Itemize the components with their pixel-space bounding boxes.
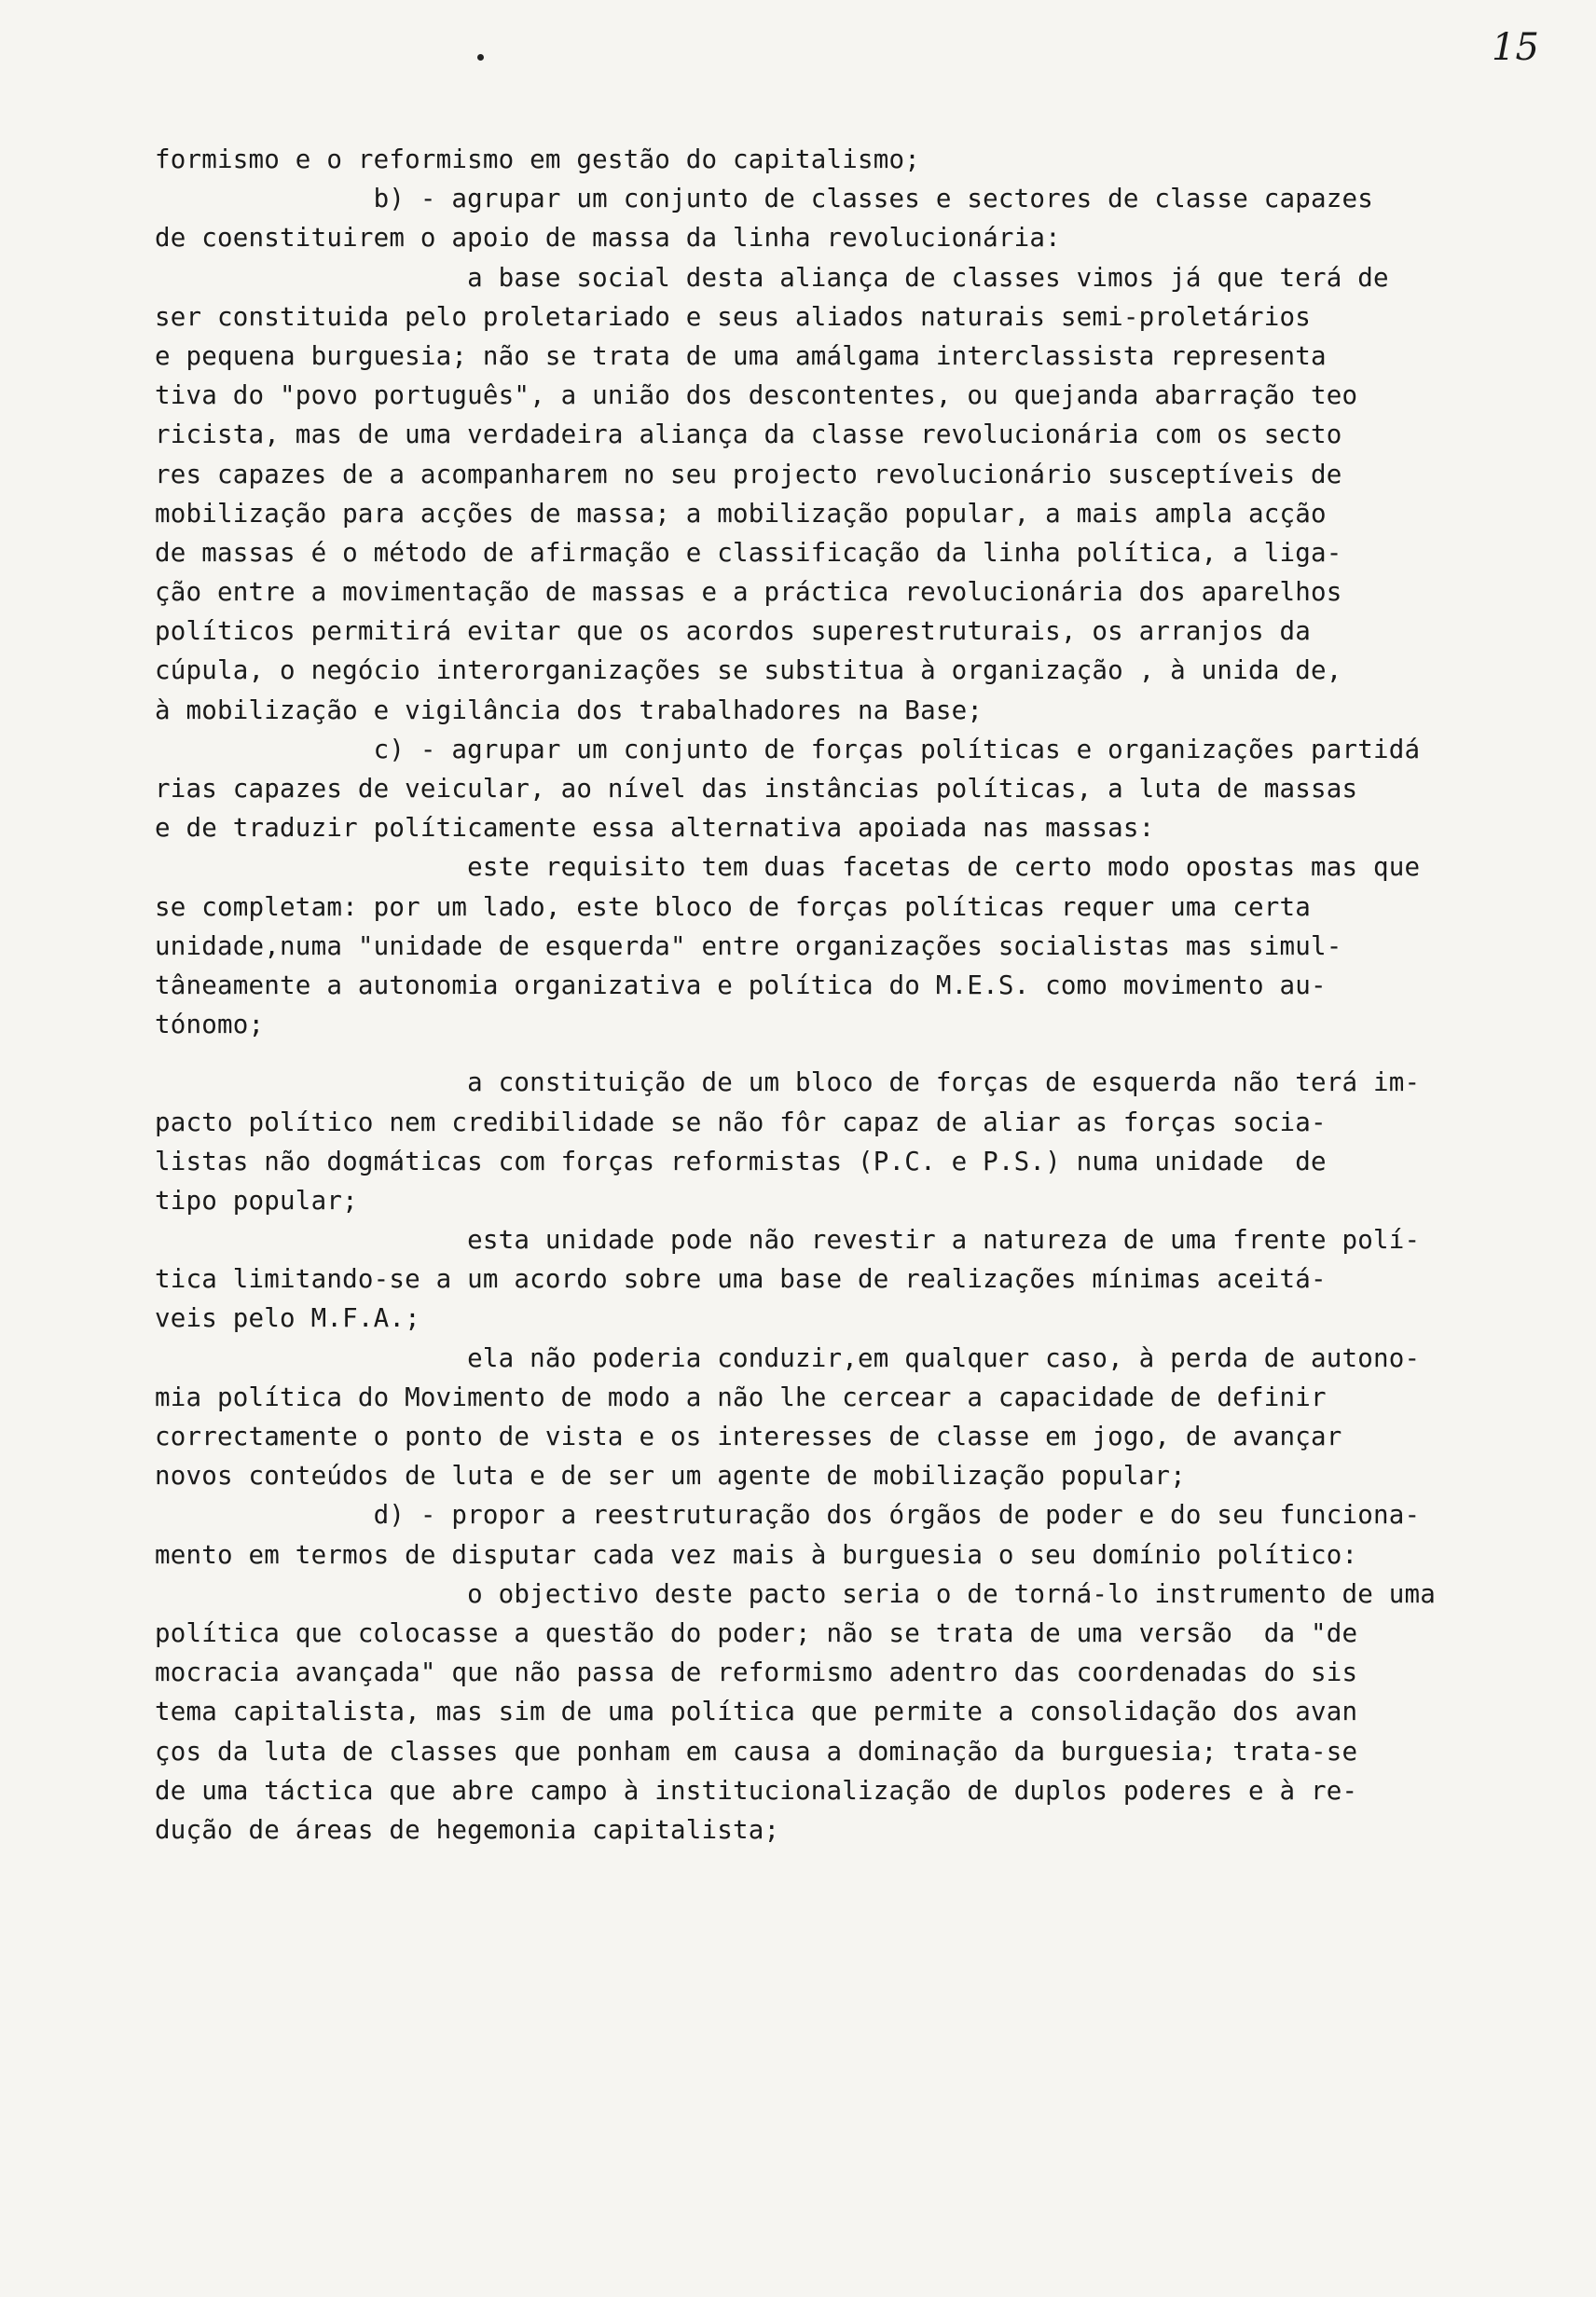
stray-dot-mark [477, 54, 484, 61]
text-line: mia política do Movimento de modo a não lhe cercear a capacidade de definir [155, 1382, 1327, 1412]
text-line: a constituição de um bloco de forças de esquerda não terá im- [155, 1067, 1421, 1098]
page-number: 15 [1492, 26, 1539, 69]
text-line: este requisito tem duas facetas de certo modo opostas mas que [155, 852, 1421, 883]
text-line: e de traduzir políticamente essa alternativa apoiada nas massas: [155, 813, 1155, 844]
text-line: ção entre a movimentação de massas e a práctica revolucionária dos aparelhos [155, 577, 1342, 608]
text-line: à mobilização e vigilância dos trabalhadores na Base; [155, 695, 984, 725]
text-line: política que colocasse a questão do poder; não se trata de uma versão da "de [155, 1617, 1358, 1648]
text-line: mento em termos de disputar cada vez mais à burguesia o seu domínio político: [155, 1539, 1358, 1570]
text-line: veis pelo M.F.A.; [155, 1303, 420, 1334]
text-line: o objectivo deste pacto seria o de torná-lo instrumento de uma [155, 1578, 1437, 1609]
text-line: unidade,numa "unidade de esquerda" entre organizações socialistas mas simul- [155, 930, 1342, 961]
text-line: a base social desta aliança de classes vimos já que terá de [155, 262, 1389, 293]
text-line: ser constituida pelo proletariado e seus aliados naturais semi-proletários [155, 301, 1311, 332]
text-line: rias capazes de veicular, ao nível das instâncias políticas, a luta de massas [155, 774, 1358, 804]
text-line: tica limitando-se a um acordo sobre uma base de realizações mínimas aceitá- [155, 1264, 1327, 1295]
text-line: tipo popular; [155, 1185, 358, 1216]
text-line: e pequena burguesia; não se trata de uma amálgama interclassista representa [155, 340, 1327, 371]
text-line: tónomo; [155, 1010, 265, 1040]
text-line: mobilização para acções de massa; a mobilização popular, a mais ampla acção [155, 498, 1327, 529]
text-line: políticos permitirá evitar que os acordos superestruturais, os arranjos da [155, 616, 1311, 647]
text-line: b) - agrupar um conjunto de classes e sectores de classe capazes [155, 184, 1373, 214]
text-line: de massas é o método de afirmação e classificação da linha política, a liga- [155, 537, 1342, 568]
text-line: correctamente o ponto de vista e os interesses de classe em jogo, de avançar [155, 1422, 1342, 1451]
text-line: mocracia avançada" que não passa de reformismo adentro das coordenadas do sis [155, 1657, 1358, 1688]
paragraph-gap [155, 1044, 1553, 1063]
text-line: de coenstituirem o apoio de massa da linha revolucionária: [155, 223, 1061, 254]
text-line: ela não poderia conduzir,em qualquer caso, à perda de autono- [155, 1342, 1421, 1373]
text-line: formismo e o reformismo em gestão do capitalismo; [155, 144, 921, 174]
text-line: de uma táctica que abre campo à institucionalização de duplos poderes e à re- [155, 1775, 1358, 1806]
text-line: cúpula, o negócio interorganizações se substitua à organização , à unida de, [155, 655, 1342, 686]
text-line: se completam: por um lado, este bloco de forças políticas requer uma certa [155, 891, 1311, 922]
text-line: ços da luta de classes que ponham em causa a dominação da burguesia; trata-se [155, 1736, 1358, 1767]
text-line: tiva do "povo português", a união dos descontentes, ou quejanda abarração teo [155, 380, 1358, 411]
text-line: d) - propor a reestruturação dos órgãos de poder e do seu funciona- [155, 1500, 1421, 1531]
text-line: esta unidade pode não revestir a natureza de uma frente polí- [155, 1225, 1421, 1256]
text-line: ricista, mas de uma verdadeira aliança da classe revolucionária com os secto [155, 420, 1342, 450]
text-line: novos conteúdos de luta e de ser um agente de mobilização popular; [155, 1461, 1186, 1492]
text-line: pacto político nem credibilidade se não fôr capaz de aliar as forças socia- [155, 1107, 1327, 1137]
text-line: tema capitalista, mas sim de uma política que permite a consolidação dos avan [155, 1697, 1358, 1727]
text-line: c) - agrupar um conjunto de forças políticas e organizações partidá [155, 734, 1421, 764]
text-line: listas não dogmáticas com forças reformistas (P.C. e P.S.) numa unidade de [155, 1146, 1327, 1176]
body-text [155, 140, 1553, 1850]
text-line: dução de áreas de hegemonia capitalista; [155, 1814, 780, 1845]
text-line: res capazes de a acompanharem no seu projecto revolucionário susceptíveis de [155, 459, 1342, 489]
text-line: tâneamente a autonomia organizativa e política do M.E.S. como movimento au- [155, 970, 1327, 1000]
